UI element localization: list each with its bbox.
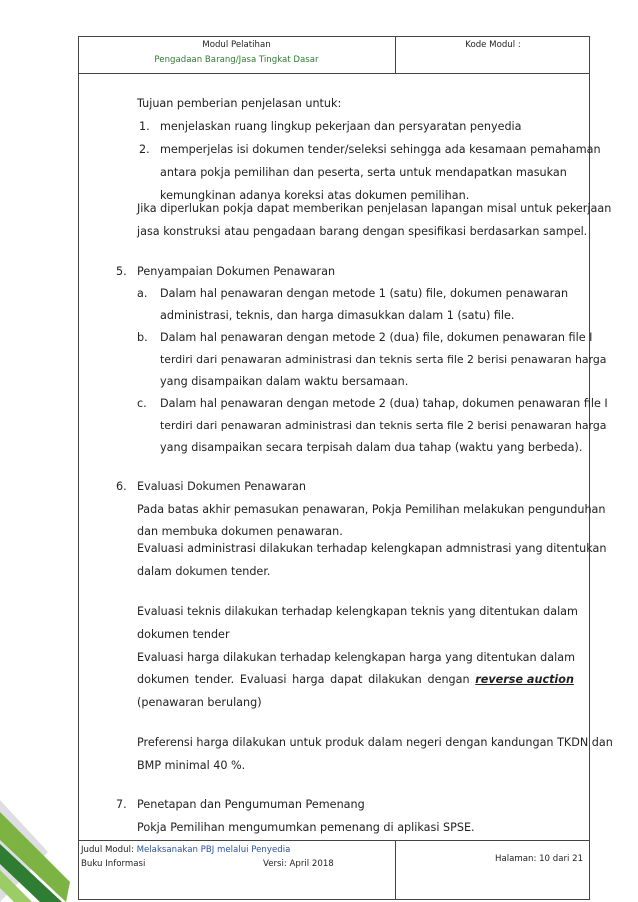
s6-p4-word: tender. [194, 673, 235, 686]
header-kode-modul: Kode Modul : [465, 40, 521, 50]
footer-buku: Buku Informasi [81, 859, 146, 869]
footer-halaman: Halaman: 10 dari 21 [495, 854, 584, 864]
s5-item-a-line1: Dalam hal penawaran dengan metode 1 (satu) file, dokumen penawaran [160, 287, 569, 300]
s6-p4-word: dapat [330, 673, 363, 686]
tujuan-1-num: 1. [139, 120, 150, 133]
s5-item-b-line1: Dalam hal penawaran dengan metode 2 (dua) file, dokumen penawaran file I [160, 331, 593, 344]
s6-p4-line3: (penawaran berulang) [137, 696, 262, 709]
tujuan-2-line3: kemungkinan adanya koreksi atas dokumen pemilihan. [160, 189, 470, 202]
section-7-num: 7. [116, 798, 127, 811]
s7-p1: Pokja Pemilihan mengumumkan pemenang di aplikasi SPSE. [137, 821, 475, 834]
lapangan-line2: jasa konstruksi atau pengadaan barang dengan spesifikasi berdasarkan sampel. [137, 225, 588, 238]
s6-p1-line1: Pada batas akhir pemasukan penawaran, Pokja Pemilihan melakukan pengunduhan [137, 503, 606, 516]
section-5-num: 5. [116, 265, 127, 278]
s5-item-c-num: c. [137, 397, 147, 410]
s5-item-c-line2: terdiri dari penawaran administrasi dan teknis serta file 2 berisi penawaran harga [160, 419, 607, 432]
s6-p4-word: harga [292, 673, 325, 686]
footer-versi: Versi: April 2018 [263, 859, 334, 869]
s5-item-b-line2: terdiri dari penawaran administrasi dan teknis serta file 2 berisi penawaran harga [160, 353, 607, 366]
section-6-title: Evaluasi Dokumen Penawaran [137, 480, 306, 493]
footer-line [78, 840, 590, 841]
s5-item-a-num: a. [137, 287, 148, 300]
footer-divider [395, 840, 396, 900]
decorative-stripes-graphic [0, 792, 90, 902]
s6-p4-word: dengan [427, 673, 470, 686]
s6-p3-line2: dokumen tender [137, 628, 230, 641]
section-5-title: Penyampaian Dokumen Penawaran [137, 265, 336, 278]
s6-p5-line1: Preferensi harga dilakukan untuk produk dalam negeri dengan kandungan TKDN dan [137, 736, 613, 749]
header-title: Modul Pelatihan [202, 40, 271, 50]
s6-p4-line2 [137, 673, 574, 687]
s5-item-c-line1: Dalam hal penawaran dengan metode 2 (dua) tahap, dokumen penawaran file I [160, 397, 608, 410]
footer-judul-value: Melaksanakan PBJ melalui Penyedia [136, 845, 291, 855]
s6-p4-word: dokumen [137, 673, 190, 686]
section-7-title: Penetapan dan Pengumuman Pemenang [137, 798, 365, 811]
s6-p1-line2: dan membuka dokumen penawaran. [137, 525, 343, 538]
s6-p2-line1: Evaluasi administrasi dilakukan terhadap kelengkapan admnistrasi yang ditentukan [137, 542, 607, 555]
s5-item-a-line2: administrasi, teknis, dan harga dimasukkan dalam 1 (satu) file. [160, 309, 515, 322]
s5-item-c-line3: yang disampaikan secara terpisah dalam dua tahap (waktu yang berbeda). [160, 441, 583, 454]
s6-p3-line1: Evaluasi teknis dilakukan terhadap kelengkapan teknis yang ditentukan dalam [137, 605, 578, 618]
tujuan-2-line2: antara pokja pemilihan dan peserta, serta untuk mendapatkan masukan [160, 166, 567, 179]
intro-text: Tujuan pemberian penjelasan untuk: [137, 97, 342, 110]
section-6-num: 6. [116, 480, 127, 493]
lapangan-line1: Jika diperlukan pokja dapat memberikan penjelasan lapangan misal untuk pekerjaan [137, 202, 612, 215]
s6-p4-line1: Evaluasi harga dilakukan terhadap kelengkapan harga yang ditentukan dalam [137, 651, 575, 664]
s6-p2-line2: dalam dokumen tender. [137, 565, 271, 578]
tujuan-2-line1: memperjelas isi dokumen tender/seleksi sehingga ada kesamaan pemahaman [160, 143, 601, 156]
footer-judul [81, 845, 290, 855]
s6-p4-word: Evaluasi [239, 673, 287, 686]
tujuan-1-text: menjelaskan ruang lingkup pekerjaan dan persyaratan penyedia [160, 120, 522, 133]
header-subtitle: Pengadaan Barang/Jasa Tingkat Dasar [154, 55, 319, 65]
s6-p4-word: dilakukan [368, 673, 422, 686]
s5-item-b-line3: yang disampaikan dalam waktu bersamaan. [160, 375, 409, 388]
s5-item-b-num: b. [137, 331, 148, 344]
tujuan-2-num: 2. [139, 143, 150, 156]
reverse-auction-emphasis: reverse auction [475, 673, 574, 686]
s6-p5-line2: BMP minimal 40 %. [137, 759, 246, 772]
footer-judul-label: Judul Modul: [81, 845, 137, 855]
